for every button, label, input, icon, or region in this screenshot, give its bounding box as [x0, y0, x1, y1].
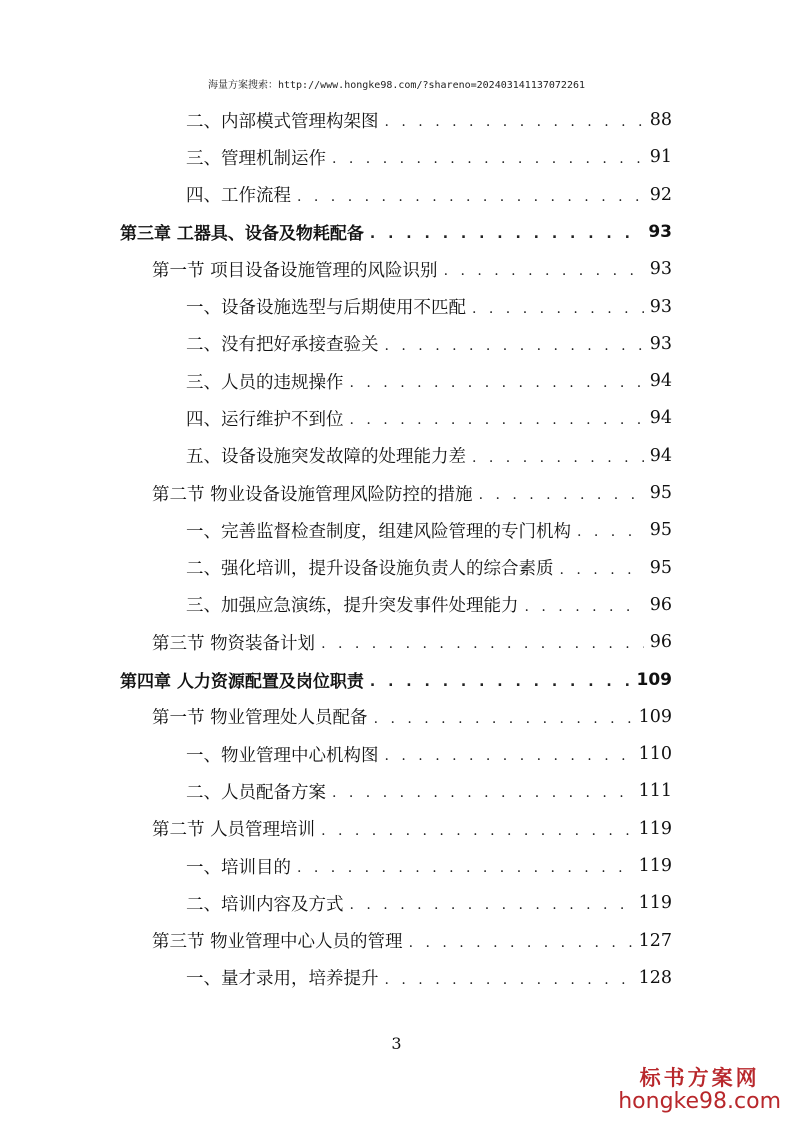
toc-entry-title: 四、运行维护不到位 [186, 409, 344, 430]
toc-entry-page: 95 [649, 557, 672, 578]
toc-entry[interactable] [186, 851, 672, 881]
toc-leader-dots [350, 412, 644, 428]
toc-leader-dots [472, 301, 644, 317]
toc-leader-dots [444, 263, 644, 279]
toc-entry[interactable] [186, 329, 672, 359]
toc-entry[interactable] [186, 963, 672, 993]
toc-entry[interactable] [152, 926, 672, 956]
toc-entry-title: 第二节 人员管理培训 [152, 820, 316, 841]
toc-entry[interactable] [120, 665, 672, 695]
toc-leader-dots [479, 487, 644, 503]
toc-entry[interactable] [186, 515, 672, 545]
toc-entry[interactable] [186, 105, 672, 135]
toc-entry-title: 一、培训目的 [186, 857, 291, 878]
toc-entry-page: 95 [649, 520, 672, 541]
toc-leader-dots [374, 711, 633, 727]
toc-leader-dots [370, 674, 631, 690]
toc-entry-title: 五、设备设施突发故障的处理能力差 [186, 447, 466, 468]
toc-leader-dots [350, 375, 644, 391]
toc-entry-title: 第三节 物业管理中心人员的管理 [152, 932, 403, 953]
toc-entry-title: 二、强化培训，提升设备设施负责人的综合素质 [186, 559, 554, 580]
toc-leader-dots [297, 189, 644, 205]
toc-leader-dots [577, 524, 644, 540]
watermark-en: hongke98.com [618, 1089, 781, 1114]
toc-entry-page: 94 [649, 445, 672, 466]
toc-entry-title: 一、物业管理中心机构图 [186, 745, 379, 766]
toc-entry-page: 94 [649, 371, 672, 392]
toc-entry[interactable] [186, 366, 672, 396]
toc-leader-dots [472, 450, 644, 466]
toc-leader-dots [385, 114, 644, 130]
toc-entry-title: 第三章 工器具、设备及物耗配备 [120, 224, 364, 245]
toc-entry-page: 93 [649, 259, 672, 280]
toc-leader-dots [350, 897, 633, 913]
toc-entry-page: 111 [638, 781, 672, 802]
toc-entry-page: 93 [649, 296, 672, 317]
toc-entry-page: 91 [649, 147, 672, 168]
toc-entry-title: 第一节 项目设备设施管理的风险识别 [152, 260, 438, 281]
toc-entry[interactable] [152, 254, 672, 284]
toc-entry-title: 第二节 物业设备设施管理风险防控的措施 [152, 484, 473, 505]
toc-entry-page: 119 [638, 893, 672, 914]
toc-entry-page: 94 [649, 408, 672, 429]
toc-entry-page: 96 [649, 594, 672, 615]
watermark-cn: 标书方案网 [639, 1066, 760, 1090]
toc-entry-title: 三、人员的违规操作 [186, 372, 344, 393]
toc-entry[interactable] [186, 403, 672, 433]
toc-leader-dots [297, 860, 633, 876]
toc-entry-title: 一、设备设施选型与后期使用不匹配 [186, 298, 466, 318]
toc-leader-dots [525, 599, 644, 615]
toc-entry-title: 第四章 人力资源配置及岗位职责 [120, 672, 364, 692]
toc-leader-dots [560, 562, 644, 578]
toc-entry-page: 110 [638, 744, 672, 765]
toc-entry-page: 96 [649, 632, 672, 653]
toc-entry[interactable] [186, 888, 672, 918]
toc-entry[interactable] [186, 553, 672, 583]
toc-entry-page: 92 [649, 184, 672, 205]
toc-entry-title: 二、没有把好承接查验关 [186, 335, 379, 356]
toc-entry-page: 95 [649, 483, 672, 503]
toc-entry-title: 四、工作流程 [186, 186, 291, 207]
toc-entry-title: 二、人员配备方案 [186, 782, 326, 803]
toc-entry-page: 127 [638, 930, 672, 951]
toc-entry-page: 93 [648, 221, 672, 242]
toc-entry[interactable] [186, 292, 672, 322]
toc-leader-dots [332, 151, 644, 167]
toc-entry[interactable] [186, 590, 672, 620]
toc-entry-title: 一、完善监督检查制度，组建风险管理的专门机构 [186, 521, 571, 542]
toc-entry-page: 109 [638, 706, 672, 727]
toc-entry[interactable] [152, 478, 672, 508]
page-number: 3 [391, 1034, 402, 1053]
toc-leader-dots [321, 636, 644, 652]
toc-leader-dots [409, 935, 633, 951]
toc-leader-dots [321, 823, 633, 839]
toc-entry-title: 二、内部模式管理构架图 [186, 111, 379, 132]
toc-entry-title: 第一节 物业管理处人员配备 [152, 708, 368, 729]
toc-entry[interactable] [152, 702, 672, 732]
watermark-logo [618, 1066, 781, 1114]
toc-entry[interactable] [120, 217, 672, 247]
toc-entry-title: 三、加强应急演练，提升突发事件处理能力 [186, 596, 519, 617]
toc-entry[interactable] [186, 180, 672, 210]
toc-entry[interactable] [186, 739, 672, 769]
toc-leader-dots [332, 785, 633, 801]
toc-entry-title: 三、管理机制运作 [186, 148, 326, 169]
toc-entry-title: 第三节 物资装备计划 [152, 633, 316, 654]
toc-leader-dots [370, 226, 642, 242]
toc-entry-title: 二、培训内容及方式 [186, 894, 344, 915]
toc-entry[interactable] [152, 814, 672, 844]
toc-entry[interactable] [152, 627, 672, 657]
toc-entry[interactable] [186, 441, 672, 471]
toc-leader-dots [385, 972, 633, 988]
toc-entry-page: 119 [638, 856, 672, 876]
toc-entry-page: 88 [649, 110, 672, 130]
toc-entry[interactable] [186, 776, 672, 806]
toc-entry[interactable] [186, 142, 672, 172]
toc-leader-dots [385, 338, 644, 354]
toc-entry-title: 一、量才录用，培养提升 [186, 969, 379, 990]
toc-entry-page: 109 [636, 669, 672, 690]
toc-entry-page: 119 [638, 818, 672, 839]
toc-entry-page: 93 [649, 333, 672, 354]
toc-entry-page: 128 [638, 967, 672, 988]
page-header-url: 海量方案搜索：http://www.hongke98.com/?shareno=202403141137072261 [207, 80, 586, 91]
toc-leader-dots [385, 748, 633, 764]
